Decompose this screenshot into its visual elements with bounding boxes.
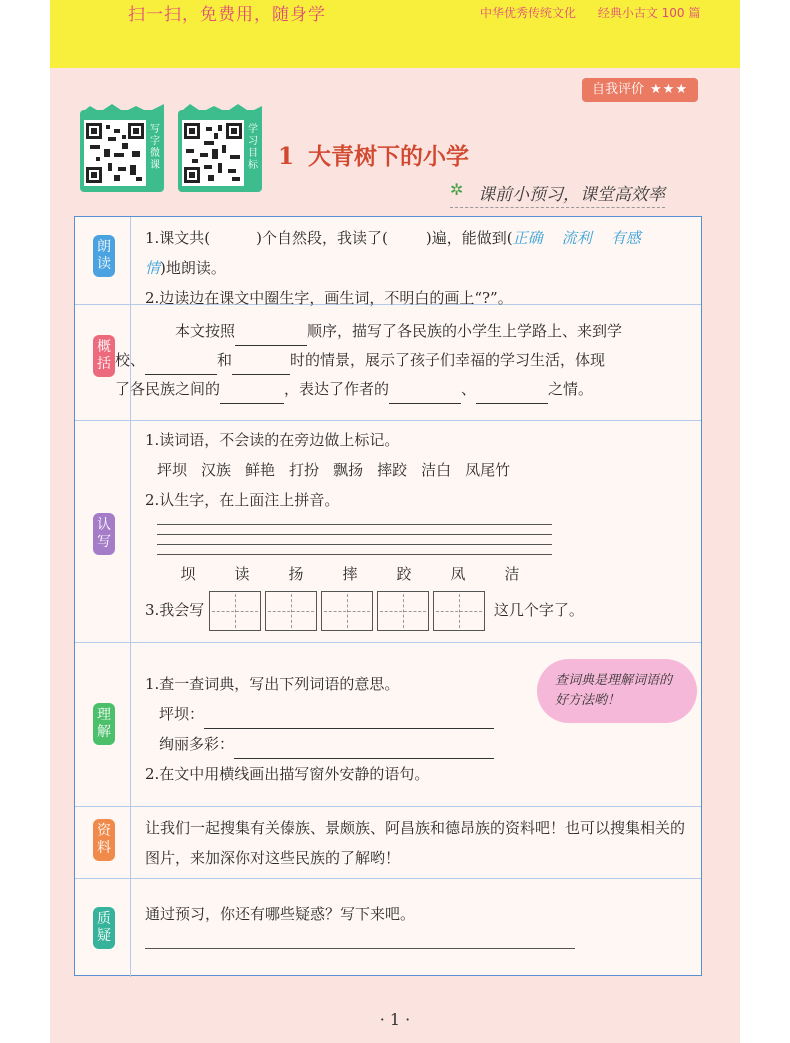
text-part: )地朗读。 — [160, 259, 226, 277]
series-subname: 经典小古文 100 篇 — [597, 6, 701, 20]
word-item: 凤尾竹 — [465, 461, 511, 479]
lesson-number: 1 — [278, 143, 295, 170]
option-fluent[interactable]: 流利 — [561, 229, 592, 247]
section-summary — [75, 305, 701, 421]
write-question-2: 2.认生字，在上面注上拼音。 — [145, 491, 340, 509]
lesson-subtitle — [450, 180, 665, 208]
writing-grid[interactable] — [209, 591, 261, 631]
tip-bubble: 查词典是理解词语的好方法哟！ — [537, 659, 697, 723]
word-item: 鲜艳 — [245, 461, 276, 479]
text-part: )遍，能做到( — [425, 229, 513, 247]
new-char: 读 — [234, 565, 250, 583]
material-text: 让我们一起搜集有关傣族、景颇族、阿昌族和德昂族的资料吧！也可以搜集相关的图片，来加深你对这些民族的了解哟！ — [145, 819, 686, 867]
star-rating[interactable]: ★★★ — [650, 82, 688, 97]
text-part: 校、 — [115, 351, 146, 369]
text-part: ，表达了作者的 — [284, 380, 390, 398]
badge-write: 认写 — [93, 513, 115, 555]
lesson-title — [278, 138, 469, 171]
section-material — [75, 807, 701, 879]
text-part: 、 — [461, 380, 477, 398]
read-content — [145, 223, 691, 313]
self-evaluation-label: 自我评价 — [592, 82, 645, 97]
qr-caption: 学习目标 — [248, 124, 258, 171]
writing-grid[interactable] — [377, 591, 429, 631]
new-char-row — [161, 559, 691, 589]
answer-line[interactable] — [145, 929, 575, 949]
self-evaluation-badge — [582, 78, 698, 102]
page-number: · 1 · — [379, 1010, 411, 1029]
option-emotional-cont[interactable]: 情 — [145, 259, 161, 277]
read-question-2: 2.边读边在课文中圈生字，画生词，不明白的画上“?”。 — [145, 289, 513, 307]
scan-slogan: 扫一扫，免费用，随身学 — [128, 5, 326, 25]
blank-meaning-2[interactable] — [234, 741, 494, 759]
section-question — [75, 879, 701, 977]
text-part: 绚丽多彩： — [159, 735, 235, 753]
understand-question-2: 2.在文中用横线画出描写窗外安静的语句。 — [145, 765, 430, 783]
write-content — [145, 425, 691, 631]
series-title — [480, 4, 718, 21]
top-banner — [50, 0, 740, 68]
question-prompt: 通过预习，你还有哪些疑惑？写下来吧。 — [145, 905, 416, 923]
new-char: 凤 — [450, 565, 466, 583]
new-char: 洁 — [504, 565, 520, 583]
section-write — [75, 421, 701, 643]
section-label — [75, 217, 131, 304]
new-char: 跤 — [396, 565, 412, 583]
series-name: 中华优秀传统文化 — [480, 6, 577, 20]
option-emotional[interactable]: 有感 — [610, 229, 641, 247]
badge-read: 朗读 — [93, 235, 115, 277]
word-item: 打扮 — [289, 461, 320, 479]
summary-content — [115, 317, 691, 404]
word-item: 坪坝 — [157, 461, 188, 479]
text-part: 时的情景，展示了孩子们幸福的学习生活，体现 — [290, 351, 606, 369]
section-understand — [75, 643, 701, 807]
summary-paragraph — [115, 317, 691, 404]
writing-grid[interactable] — [433, 591, 485, 631]
new-char: 摔 — [342, 565, 358, 583]
ant-icon: ✲ — [450, 180, 464, 199]
badge-question: 质疑 — [93, 907, 115, 949]
read-question-1 — [145, 223, 691, 283]
text-part: 1.课文共( — [145, 229, 211, 247]
blank-scene-1[interactable] — [145, 357, 217, 375]
writing-grid[interactable] — [265, 591, 317, 631]
word-list — [157, 455, 691, 485]
section-read — [75, 217, 701, 305]
qr-code-icon — [184, 123, 242, 183]
badge-understand: 理解 — [93, 703, 115, 745]
word-item: 飘扬 — [333, 461, 364, 479]
text-part: 坪坝： — [159, 705, 205, 723]
blank-order[interactable] — [235, 328, 307, 346]
text-part: 了各民族之间的 — [115, 380, 221, 398]
blank-scene-2[interactable] — [232, 357, 290, 375]
question-content — [145, 899, 691, 949]
text-part: 和 — [217, 351, 233, 369]
text-part: )个自然段，我读了( — [256, 229, 388, 247]
word-item: 汉族 — [201, 461, 232, 479]
building-roof-icon — [80, 104, 164, 114]
qr-code-icon — [86, 123, 144, 183]
word-item: 洁白 — [421, 461, 452, 479]
blank-feeling-2[interactable] — [476, 386, 548, 404]
text-part: 本文按照 — [175, 322, 236, 340]
blank-relation[interactable] — [220, 386, 284, 404]
badge-summary: 概括 — [93, 335, 115, 377]
option-correct[interactable]: 正确 — [512, 229, 543, 247]
building-roof-icon — [178, 104, 262, 114]
blank-paragraph-count[interactable] — [210, 235, 256, 253]
blank-meaning-1[interactable] — [204, 711, 494, 729]
lesson-title-text: 大青树下的小学 — [308, 143, 470, 170]
qr-caption: 写字微课 — [150, 124, 160, 171]
section-label — [75, 807, 131, 878]
pinyin-lines[interactable] — [145, 515, 691, 555]
write-question-1: 1.读词语，不会读的在旁边做上标记。 — [145, 431, 400, 449]
blank-feeling-1[interactable] — [389, 386, 461, 404]
write-question-3 — [145, 591, 691, 631]
workbook-page — [50, 68, 740, 1043]
section-label — [75, 879, 131, 977]
text-part: 之情。 — [548, 380, 594, 398]
blank-read-times[interactable] — [388, 235, 426, 253]
section-label — [75, 421, 131, 642]
text-part: 顺序，描写了各民族的小学生上学路上、来到学 — [307, 322, 623, 340]
new-char: 坝 — [180, 565, 196, 583]
word-meaning-2 — [159, 729, 691, 759]
new-char: 扬 — [288, 565, 304, 583]
qr-code-writing-lesson[interactable] — [80, 110, 164, 192]
section-label — [75, 643, 131, 806]
text-part: 3.我会写 — [145, 601, 205, 619]
preview-table — [74, 216, 702, 976]
writing-grid[interactable] — [321, 591, 373, 631]
badge-material: 资料 — [93, 819, 115, 861]
qr-code-learning-goals[interactable] — [178, 110, 262, 192]
lesson-subtitle-text: 课前小预习，课堂高效率 — [478, 185, 665, 205]
text-part: 这几个字了。 — [493, 601, 584, 619]
understand-question-1: 1.查一查词典，写出下列词语的意思。 — [145, 675, 400, 693]
word-item: 摔跤 — [377, 461, 408, 479]
